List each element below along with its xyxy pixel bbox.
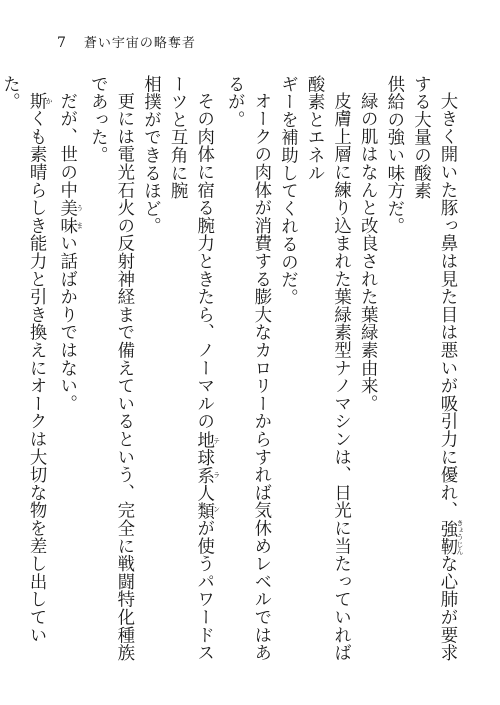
text-line bbox=[274, 75, 301, 675]
text-segment: 更には電光石火の反射神経まで備えているという、完全に戦闘特化種族であった。 bbox=[87, 75, 134, 662]
ruby-annotation bbox=[26, 92, 54, 111]
ruby-annotation bbox=[193, 430, 221, 520]
ruby-base: 地球系人類 bbox=[193, 430, 214, 520]
page-header bbox=[57, 32, 196, 51]
text-segment: オークの肉体が消費する膨大なカロリーからすれば気休めレベルではあるが。 bbox=[224, 75, 271, 662]
text-line bbox=[84, 75, 137, 675]
text-line bbox=[380, 75, 407, 675]
text-line bbox=[300, 75, 353, 675]
text-line bbox=[137, 75, 164, 675]
ruby-reading: テラン bbox=[212, 430, 221, 520]
text-segment: だが、世の中 bbox=[56, 92, 77, 200]
body-text bbox=[0, 75, 464, 675]
text-segment: な心肺が要求する大量の酸素 bbox=[410, 75, 457, 663]
text-line bbox=[407, 75, 464, 675]
text-segment: その肉体に宿る腕力ときたら、ノーマルの bbox=[193, 92, 214, 431]
ruby-annotation bbox=[56, 199, 84, 235]
text-line bbox=[163, 75, 220, 675]
text-segment: くも素晴らしき能力と引き換えにオークは大切な物を差し出していた。 bbox=[0, 75, 47, 645]
ruby-reading: うま bbox=[75, 199, 84, 235]
text-segment: ギーを補助してくれるのだ。 bbox=[277, 75, 298, 307]
text-line bbox=[0, 75, 53, 675]
ruby-annotation bbox=[437, 519, 464, 556]
page-number: 7 bbox=[57, 35, 66, 51]
text-segment: 相撲ができるほど。 bbox=[140, 75, 161, 236]
ruby-base: 強靭 bbox=[437, 519, 457, 556]
text-segment: が使うパワードスーツと互角に腕 bbox=[167, 75, 214, 662]
text-segment: 緑の肌はなんと改良された葉緑素由来。 bbox=[357, 92, 378, 413]
text-segment: 皮膚上層に練り込まれた葉緑素型ナノマシンは、日光に当たっていれば酸素とエネル bbox=[304, 75, 351, 662]
text-line bbox=[221, 75, 274, 675]
text-segment: 大きく開いた豚っ鼻は見た目は悪いが吸引力に優れ、 bbox=[437, 92, 457, 520]
text-segment: い話ばかりではない。 bbox=[56, 234, 77, 413]
text-line bbox=[354, 75, 381, 675]
text-line bbox=[53, 75, 84, 675]
text-segment: 供給の強い味方だ。 bbox=[383, 75, 404, 236]
ruby-reading: か bbox=[45, 92, 54, 111]
book-title: 蒼い宇宙の略奪者 bbox=[83, 36, 196, 51]
ruby-base: 美味 bbox=[56, 199, 77, 235]
ruby-reading: きょうじん bbox=[456, 519, 464, 556]
ruby-base: 斯 bbox=[26, 92, 47, 111]
